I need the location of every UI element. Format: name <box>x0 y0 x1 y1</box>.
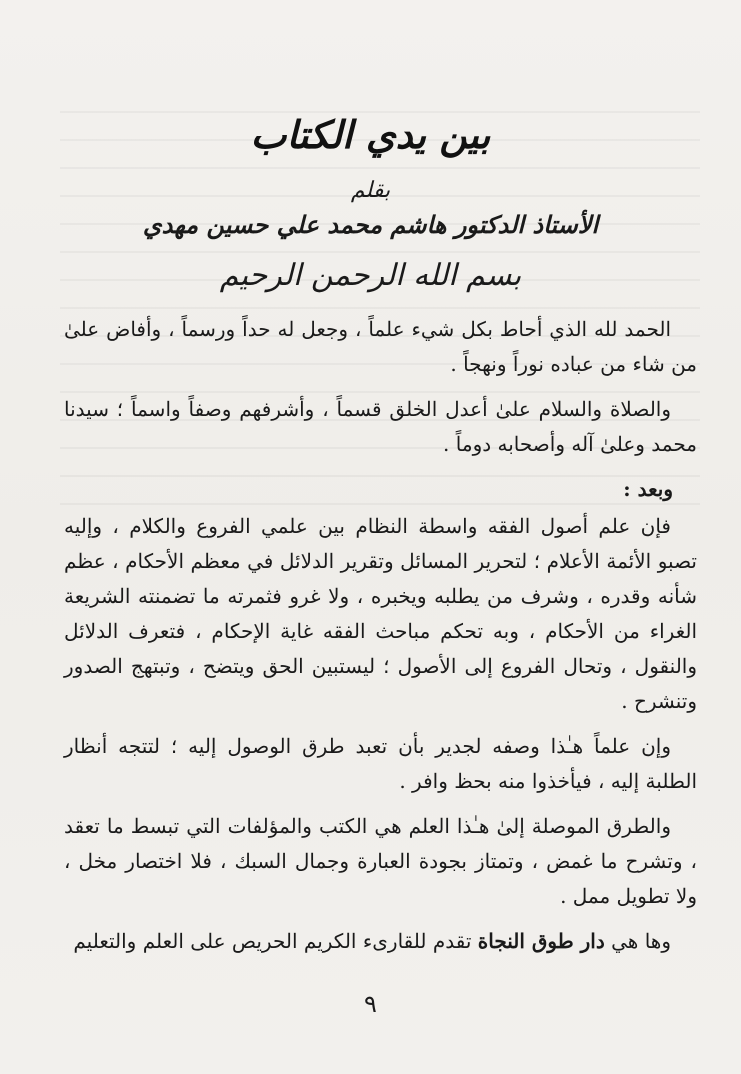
paragraph-turuq: والطرق الموصلة إلىٰ هـٰذا العلم هي الكتب والمؤلفات التي تبسط ما تعقد ، وتشرح ما غمض ، وتمتاز بجودة العبارة وجمال السبك ، فلا اختصار مخل ، ولا تطويل ممل . <box>64 814 697 908</box>
paragraph-salat: والصلاة والسلام علىٰ أعدل الخلق قسماً ، وأشرفهم وصفاً واسماً ؛ سيدنا محمد وعلىٰ آله وأصحابه دوماً . <box>64 397 697 456</box>
body-text <box>64 312 697 959</box>
basmala: بسم الله الرحمن الرحيم <box>219 258 522 293</box>
author-name: الأستاذ الدكتور هاشم محمد علي حسين مهدي <box>142 210 599 239</box>
page-title: بين يدي الكتاب <box>250 112 491 157</box>
by-line: بقلم <box>350 178 391 203</box>
paragraph-wabad: وبعد : <box>623 477 673 501</box>
paragraph-hamd: الحمد لله الذي أحاط بكل شيء علماً ، وجعل له حداً ورسماً ، وأفاض علىٰ من شاء من عباده نوراً ونهجاً . <box>64 317 697 376</box>
paragraph-dar-start: وها هي <box>604 929 671 953</box>
publisher-name: دار طوق النجاة <box>477 929 605 953</box>
page-number: ٩ <box>364 990 377 1018</box>
paragraph-dar <box>64 924 697 959</box>
paragraph-usul: فإن علم أصول الفقه واسطة النظام بين علمي الفروع والكلام ، وإليه تصبو الأئمة الأعلام ؛ لتحرير المسائل وتقرير الدلائل في معظم الأحكام ، عظم شأنه وقدره ، وشرف من يطلبه ويخبره ، ولا غرو فثمرته ما تضمنته الشريعة الغراء من الأحكام ، وبه تحكم مباحث الفقه غاية الإحكام ، فتعرف الدلائل والنقول ، وتحال الفروع إلى الأصول ؛ ليستبين الحق ويتضح ، وتبتهج الصدور وتنشرح . <box>64 514 697 713</box>
paragraph-ilm: وإن علماً هـٰذا وصفه لجدير بأن تعبد طرق الوصول إليه ؛ لتتجه أنظار الطلبة إليه ، فيأخذوا منه بحظ وافر . <box>64 734 697 793</box>
paragraph-dar-end: تقدم للقارىء الكريم الحريص على العلم والتعليم <box>73 929 478 953</box>
